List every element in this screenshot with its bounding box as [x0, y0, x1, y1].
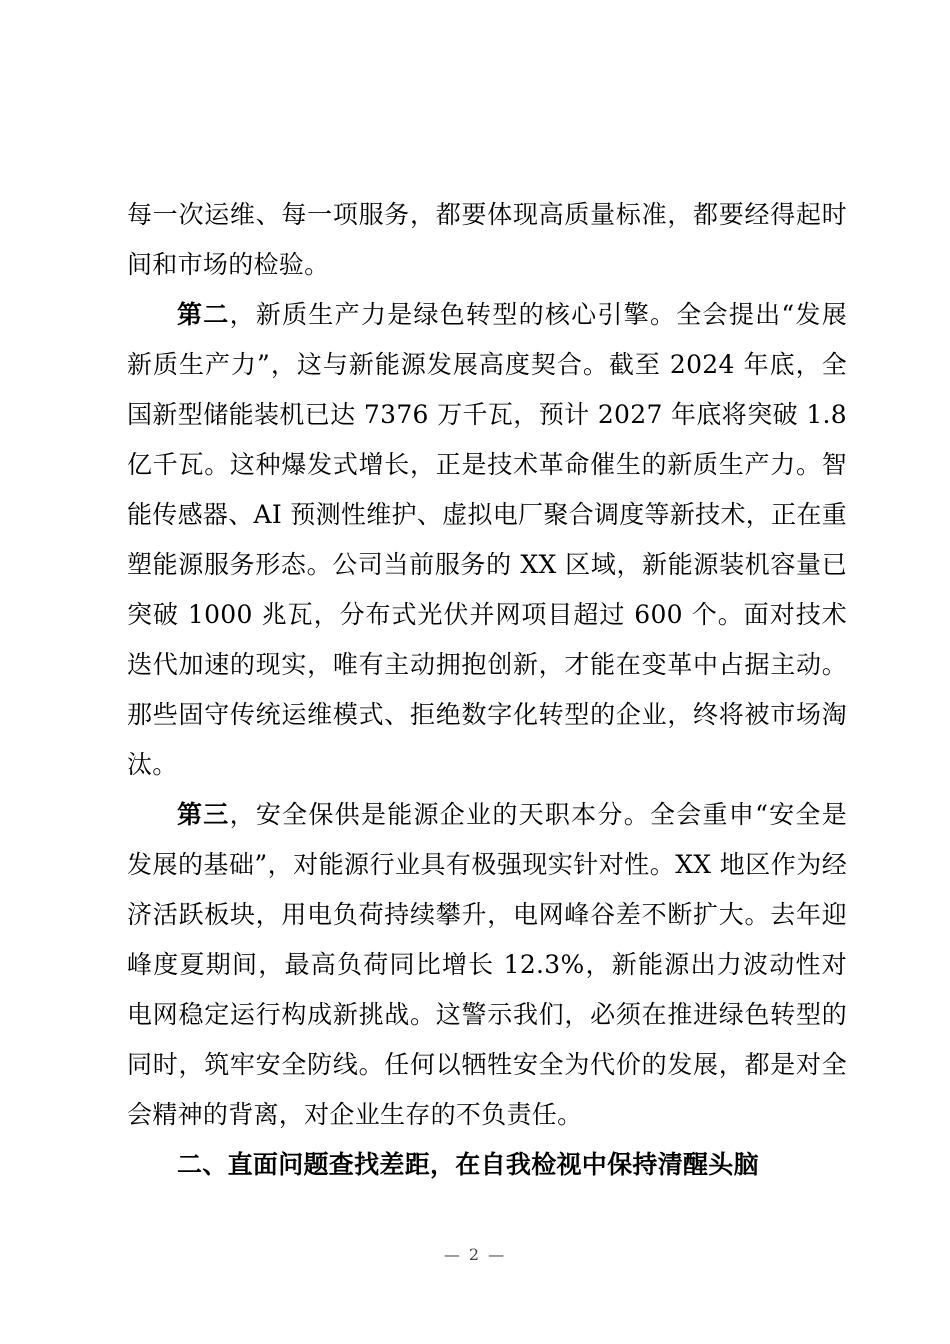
page-number: — 2 — [443, 1245, 507, 1264]
paragraph-text: ，安全保供是能源企业的天职本分。全会重申“安全是发展的基础”，对能源行业具有极强现实针对性。XX 地区作为经济活跃板块，用电负荷持续攀升，电网峰谷差不断扩大。去年迎峰度夏期间，最高负荷同比增长 12.3%，新能源出力波动性对电网稳定运行构成新挑战。这警示我们，必须在推进绿色转型的同时，筑牢安全防线。任何以牺牲安全为代价的发展，都是对全会精神的背离，对企业生存的不负责任。 [127, 800, 847, 1129]
paragraph-continuation [127, 190, 847, 290]
paragraph-text: 每一次运维、每一项服务，都要体现高质量标准，都要经得起时间和市场的检验。 [127, 200, 847, 279]
document-body [127, 190, 847, 1190]
paragraph-third [127, 790, 847, 1140]
paragraph-lead: 第二 [177, 300, 230, 329]
section-heading: 二、直面问题查找差距，在自我检视中保持清醒头脑 [177, 1150, 759, 1179]
paragraph-lead: 第三 [177, 800, 230, 829]
paragraph-text: ，新质生产力是绿色转型的核心引擎。全会提出“发展新质生产力”，这与新能源发展高度契合。截至 2024 年底，全国新型储能装机已达 7376 万千瓦，预计 2027 年底将突破 1.8 亿千瓦。这种爆发式增长，正是技术革命催生的新质生产力。智能传感器、AI 预测性维护、虚拟电厂聚合调度等新技术，正在重塑能源服务形态。公司当前服务的 XX 区域，新能源装机容量已突破 1000 兆瓦，分布式光伏并网项目超过 600 个。面对技术迭代加速的现实，唯有主动拥抱创新，才能在变革中占据主动。那些固守传统运维模式、拒绝数字化转型的企业，终将被市场淘汰。 [127, 300, 847, 779]
paragraph-second [127, 290, 847, 790]
